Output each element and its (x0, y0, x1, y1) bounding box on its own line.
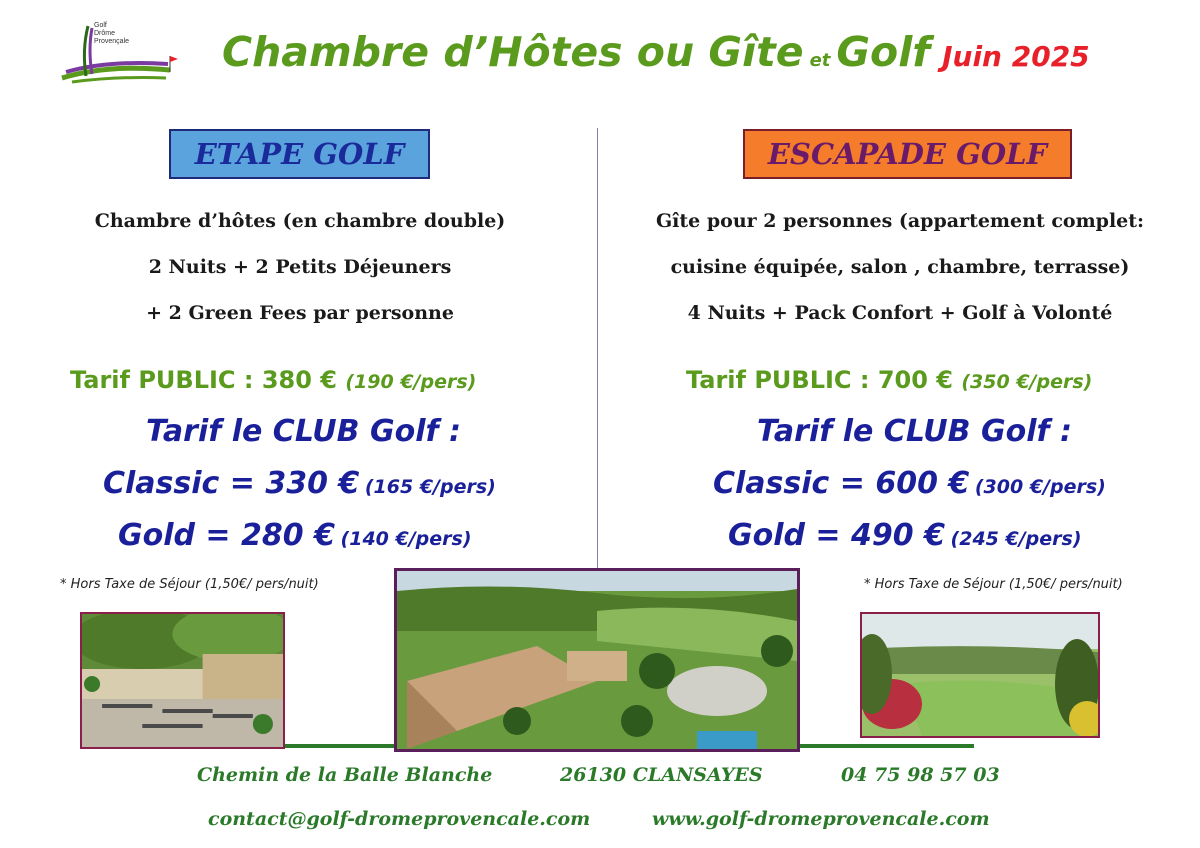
etape-golf-label: ETAPE GOLF (169, 129, 430, 179)
etape-club-title (146, 414, 461, 449)
column-divider (597, 128, 598, 568)
escapade-classic-per: (300 €/pers) (974, 476, 1106, 498)
escapade-gold-label: Gold = 490 € (728, 518, 945, 553)
escapade-public-label: Tarif PUBLIC : 700 € (686, 366, 953, 394)
etape-club-title-text: Tarif le CLUB Golf : (146, 414, 461, 449)
etape-line: Chambre d’hôtes (en chambre double) (94, 210, 506, 232)
escapade-line: Gîte pour 2 personnes (appartement complet: (655, 210, 1145, 232)
escapade-description (600, 198, 1200, 336)
escapade-gold-price (728, 518, 1082, 553)
title-part1: Chambre d’Hôtes ou Gîte (222, 28, 804, 76)
escapade-club-title-text: Tarif le CLUB Golf : (757, 414, 1072, 449)
escapade-golf-label: ESCAPADE GOLF (743, 129, 1072, 179)
page-title (222, 28, 1090, 76)
escapade-public-price (686, 366, 1092, 394)
escapade-line: 4 Nuits + Pack Confort + Golf à Volonté (687, 302, 1113, 324)
footer-street: Chemin de la Balle Blanche (197, 764, 493, 786)
escapade-classic-label: Classic = 600 € (713, 466, 970, 501)
golf-course-photo (860, 612, 1100, 738)
title-date: Juin 2025 (942, 40, 1090, 73)
escapade-club-title (757, 414, 1072, 449)
etape-gold-label: Gold = 280 € (118, 518, 335, 553)
terrace-photo (80, 612, 285, 749)
etape-public-label: Tarif PUBLIC : 380 € (70, 366, 337, 394)
logo-line2: Drôme (94, 30, 116, 37)
etape-description (20, 198, 580, 336)
title-part2: Golf (836, 28, 931, 76)
escapade-gold-per: (245 €/pers) (950, 528, 1082, 550)
logo-line3: Provençale (94, 38, 130, 45)
escapade-public-per: (350 €/pers) (961, 371, 1093, 393)
footer-website-link[interactable]: www.golf-dromeprovencale.com (652, 808, 990, 830)
escapade-classic-price (713, 466, 1106, 501)
etape-classic-label: Classic = 330 € (103, 466, 360, 501)
etape-classic-price (103, 466, 496, 501)
golf-logo (58, 20, 188, 90)
footer-phone[interactable]: 04 75 98 57 03 (841, 764, 1000, 786)
etape-tax-note: * Hors Taxe de Séjour (1,50€/ pers/nuit) (60, 577, 319, 592)
etape-gold-price (118, 518, 472, 553)
etape-gold-per: (140 €/pers) (340, 528, 472, 550)
etape-public-price (70, 366, 476, 394)
logo-line1: Golf (94, 22, 107, 29)
etape-line: 2 Nuits + 2 Petits Déjeuners (148, 256, 452, 278)
footer-email-link[interactable]: contact@golf-dromeprovencale.com (208, 808, 591, 830)
etape-classic-per: (165 €/pers) (364, 476, 496, 498)
estate-aerial-photo (394, 568, 800, 752)
escapade-line: cuisine équipée, salon , chambre, terrasse) (670, 256, 1130, 278)
footer-city: 26130 CLANSAYES (560, 764, 763, 786)
etape-line: + 2 Green Fees par personne (146, 302, 454, 324)
etape-public-per: (190 €/pers) (345, 371, 477, 393)
title-et: et (809, 50, 831, 71)
escapade-tax-note: * Hors Taxe de Séjour (1,50€/ pers/nuit) (864, 577, 1123, 592)
